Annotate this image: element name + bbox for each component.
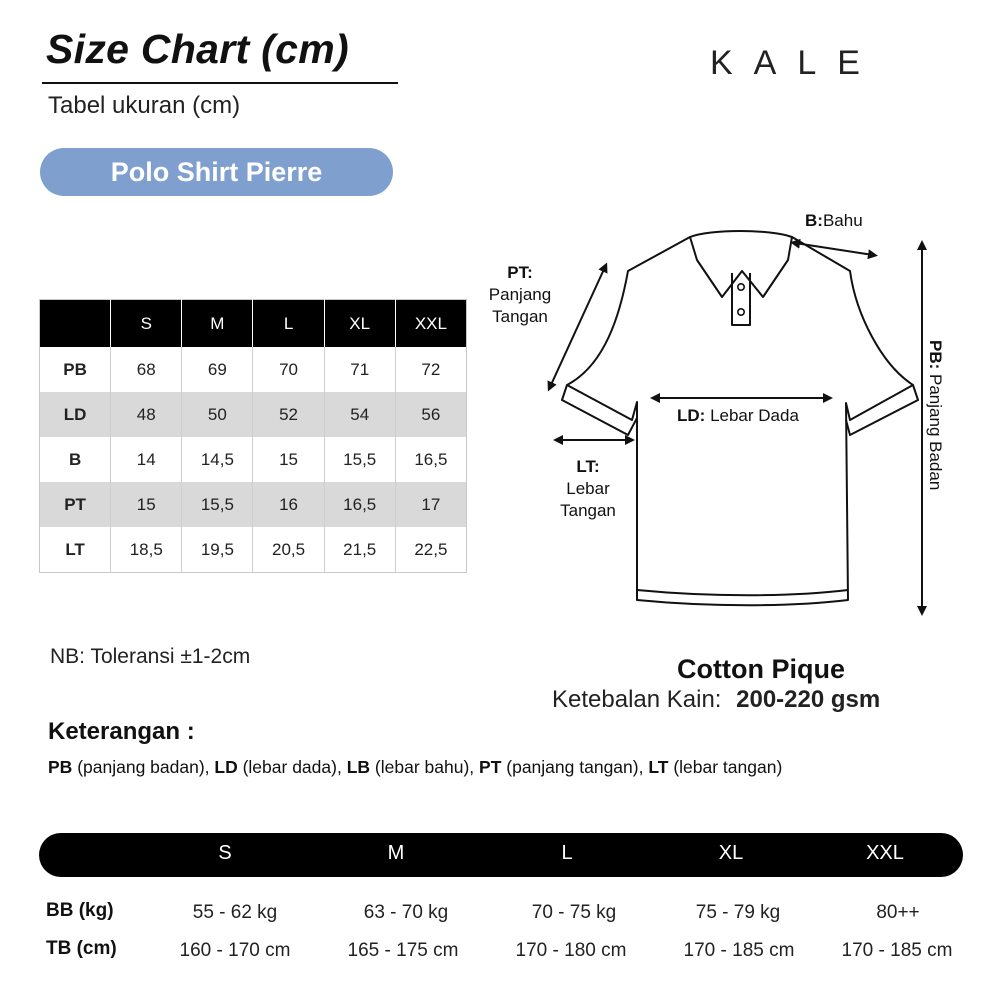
table-cell: 19,5 bbox=[182, 527, 253, 573]
label-ld-text: Lebar Dada bbox=[710, 406, 799, 425]
table-cell: 54 bbox=[324, 392, 395, 437]
note-desc: (lebar tangan) bbox=[673, 757, 783, 777]
table-cell: 50 bbox=[182, 392, 253, 437]
table-cell: 16,5 bbox=[395, 437, 466, 482]
table-cell: 170 - 185 cm bbox=[841, 940, 953, 961]
fabric-weight bbox=[552, 686, 880, 714]
table-cell: 20,5 bbox=[253, 527, 324, 573]
table-cell: 22,5 bbox=[395, 527, 466, 573]
fit-row-label-height: TB (cm) bbox=[46, 938, 117, 959]
label-bahu-abbr: B: bbox=[805, 211, 823, 230]
size-col-xxl: XXL bbox=[395, 300, 466, 348]
note-desc: (lebar bahu), bbox=[374, 757, 475, 777]
fit-size-s: S bbox=[218, 842, 232, 864]
size-table-corner bbox=[40, 300, 111, 348]
note-abbr: LB bbox=[346, 757, 371, 777]
brand-logo: KALE bbox=[710, 44, 881, 82]
table-cell: 80++ bbox=[876, 902, 920, 923]
fit-row-label-weight: BB (kg) bbox=[46, 900, 114, 921]
fabric-name: Cotton Pique bbox=[677, 654, 845, 684]
table-cell: 21,5 bbox=[324, 527, 395, 573]
table-row bbox=[40, 347, 467, 392]
table-cell: 15 bbox=[253, 437, 324, 482]
notes-heading: Keterangan : bbox=[48, 718, 195, 745]
label-ld-abbr: LD: bbox=[677, 406, 706, 425]
table-cell: 15,5 bbox=[182, 482, 253, 527]
fit-size-xxl: XXL bbox=[866, 842, 904, 864]
label-pb-text: Panjang Badan bbox=[926, 374, 945, 491]
table-cell: 15 bbox=[111, 482, 182, 527]
note-abbr: PB bbox=[48, 757, 73, 777]
table-cell: 69 bbox=[182, 347, 253, 392]
table-cell: 160 - 170 cm bbox=[179, 940, 291, 961]
fit-size-l: L bbox=[561, 842, 573, 864]
table-cell: 18,5 bbox=[111, 527, 182, 573]
fit-size-m: M bbox=[387, 842, 405, 864]
table-cell: 56 bbox=[395, 392, 466, 437]
table-cell: 52 bbox=[253, 392, 324, 437]
notes-legend bbox=[48, 757, 782, 778]
label-panjang-tangan bbox=[478, 262, 562, 328]
note-desc: (panjang tangan), bbox=[506, 757, 644, 777]
fit-size-xl: XL bbox=[718, 842, 744, 864]
label-pt-abbr: PT: bbox=[507, 263, 533, 282]
table-cell: 17 bbox=[395, 482, 466, 527]
note-abbr: PT bbox=[479, 757, 502, 777]
tolerance-note: NB: Toleransi ±1-2cm bbox=[50, 645, 251, 668]
title-underline bbox=[42, 82, 398, 84]
table-cell: 70 bbox=[253, 347, 324, 392]
size-col-s: S bbox=[111, 300, 182, 348]
table-row bbox=[40, 392, 467, 437]
size-col-m: M bbox=[182, 300, 253, 348]
row-label: LT bbox=[65, 539, 85, 559]
table-cell: 48 bbox=[111, 392, 182, 437]
label-lebar-tangan bbox=[546, 456, 630, 522]
table-cell: 165 - 175 cm bbox=[347, 940, 459, 961]
table-cell: 15,5 bbox=[324, 437, 395, 482]
table-cell: 75 - 79 kg bbox=[695, 902, 781, 923]
page-title: Size Chart (cm) bbox=[46, 26, 349, 72]
label-lt-line2: Tangan bbox=[560, 501, 616, 521]
size-measurement-table bbox=[39, 299, 467, 573]
table-cell: 14 bbox=[111, 437, 182, 482]
note-abbr: LT bbox=[648, 757, 669, 777]
table-cell: 16,5 bbox=[324, 482, 395, 527]
size-col-xl: XL bbox=[324, 300, 395, 348]
fabric-weight-label: Ketebalan Kain: bbox=[552, 686, 722, 713]
label-pt-line1: Panjang bbox=[488, 285, 552, 305]
table-row bbox=[40, 482, 467, 527]
table-cell: 170 - 180 cm bbox=[515, 940, 627, 961]
fabric-weight-value: 200-220 gsm bbox=[736, 686, 881, 713]
table-cell: 71 bbox=[324, 347, 395, 392]
table-cell: 72 bbox=[395, 347, 466, 392]
table-cell: 170 - 185 cm bbox=[683, 940, 795, 961]
product-name: Polo Shirt Pierre bbox=[110, 156, 323, 187]
size-table-header-row bbox=[40, 300, 467, 348]
label-pb-abbr: PB: bbox=[926, 340, 945, 370]
note-desc: (panjang badan), bbox=[77, 757, 210, 777]
row-label: LD bbox=[40, 392, 111, 437]
table-cell: 55 - 62 kg bbox=[192, 902, 278, 923]
note-abbr: LD bbox=[214, 757, 238, 777]
table-row bbox=[40, 527, 467, 573]
row-label: PB bbox=[63, 359, 87, 379]
row-label: B bbox=[68, 449, 82, 469]
label-panjang-badan bbox=[925, 340, 945, 490]
size-col-l: L bbox=[253, 300, 324, 348]
page-subtitle: Tabel ukuran (cm) bbox=[48, 92, 241, 119]
label-lebar-dada bbox=[674, 405, 802, 427]
label-bahu bbox=[805, 210, 863, 232]
label-lt-abbr: LT: bbox=[576, 457, 600, 476]
table-cell: 14,5 bbox=[182, 437, 253, 482]
table-cell: 70 - 75 kg bbox=[531, 902, 617, 923]
table-row bbox=[40, 437, 467, 482]
label-pt-line2: Tangan bbox=[492, 307, 548, 327]
product-name-badge bbox=[40, 148, 393, 196]
label-bahu-text: Bahu bbox=[822, 211, 863, 230]
row-label: PT bbox=[40, 482, 111, 527]
table-cell: 63 - 70 kg bbox=[363, 902, 449, 923]
label-lt-line1: Lebar bbox=[566, 479, 610, 499]
note-desc: (lebar dada), bbox=[242, 757, 342, 777]
table-cell: 68 bbox=[111, 347, 182, 392]
table-cell: 16 bbox=[253, 482, 324, 527]
